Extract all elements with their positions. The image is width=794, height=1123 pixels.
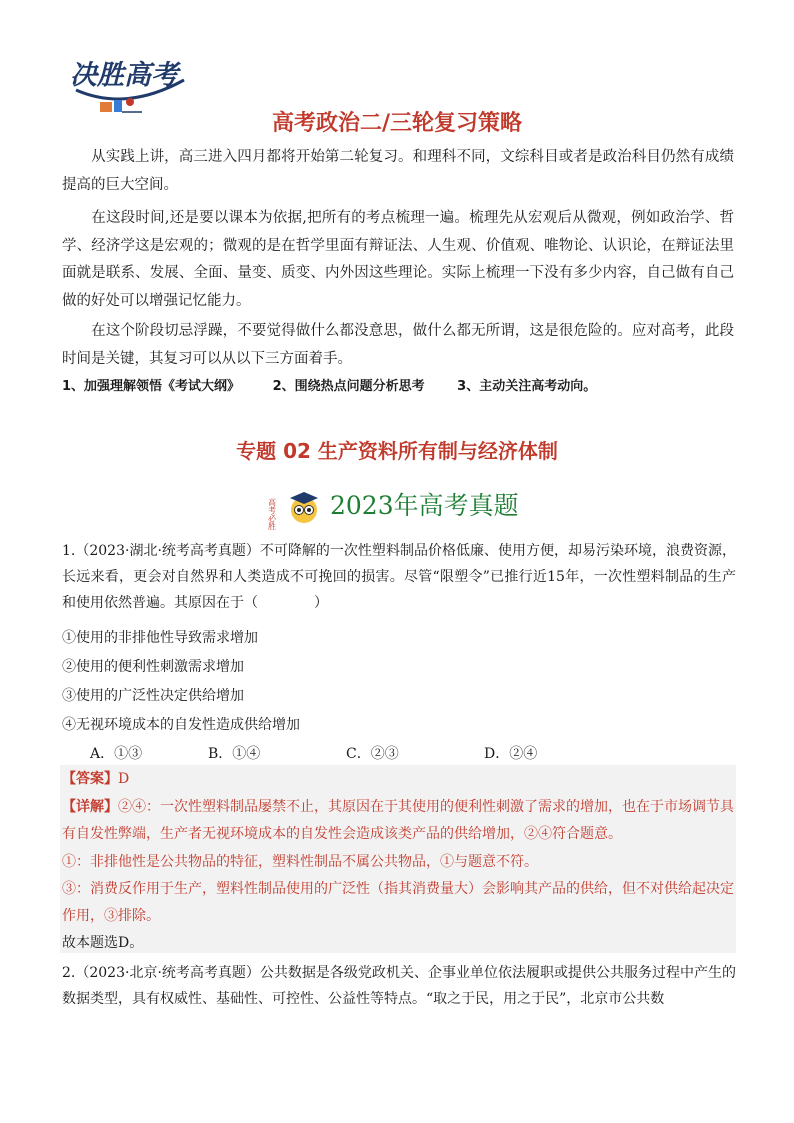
section-header	[267, 482, 530, 530]
detail-text: ②④：一次性塑料制品屡禁不止，其原因在于其使用的便利性刺激了需求的增加，也在于市场调节具有自发性弊端，生产者无视环境成本的自发性会造成该类产品的供给增加，②④符合题意。	[62, 799, 734, 842]
detail-paragraph	[62, 794, 736, 848]
question-1-option-2: ②使用的便利性刺激需求增加	[62, 659, 244, 675]
conclusion: 故本题选D。	[62, 935, 144, 951]
topic-title: 专题 02 生产资料所有制与经济体制	[236, 439, 558, 463]
answer-value: D	[118, 771, 130, 787]
question-1-option-1: ①使用的非排他性导致需求增加	[62, 630, 258, 646]
intro-paragraph-3: 在这个阶段切忌浮躁，不要觉得做什么都没意思，做什么都无所谓，这是很危险的。应对高考，此段时间是关键，其复习可以从以下三方面着手。	[62, 323, 734, 367]
logo-text: 决胜高考	[70, 60, 178, 91]
key-point-2: 2、围绕热点问题分析思考	[272, 379, 425, 394]
question-2-stem: 2.（2023·北京·统考高考真题）公共数据是各级党政机关、企事业单位依法履职或提供公共服务过程中产生的数据类型，具有权威性、基础性、可控性、公益性等特点。“取之于民，用之于民”，北京市公共数	[62, 965, 736, 1007]
choice-c: C．②③	[346, 746, 399, 762]
answer-tag: 【答案】	[62, 771, 118, 787]
section-title: 2023年高考真题	[330, 491, 519, 520]
choice-d: D．②④	[484, 746, 538, 762]
analysis-1: ①：非排他性是公共物品的特征，塑料性制品不属公共物品，①与题意不符。	[62, 854, 538, 870]
question-1-option-4: ④无视环境成本的自发性造成供给增加	[62, 717, 300, 733]
key-point-1: 1、加强理解领悟《考试大纲》	[62, 379, 241, 394]
answer-line	[62, 766, 736, 793]
detail-tag: 【详解】	[62, 799, 118, 815]
key-points	[62, 375, 742, 394]
badge-text: 高考必胜	[267, 498, 277, 530]
question-1-stem: 1.（2023·湖北·统考高考真题）不可降解的一次性塑料制品价格低廉、使用方便，却易污染环境，浪费资源，长远来看，更会对自然界和人类造成不可挽回的损害。尽管“限塑令”已推行近15年，一次性塑料制品的生产和使用依然普遍。其原因在于（ ）	[62, 543, 736, 611]
choice-b: B．①④	[208, 746, 261, 762]
key-point-3: 3、主动关注高考动向。	[457, 379, 597, 394]
question-1-option-3: ③使用的广泛性决定供给增加	[62, 688, 244, 704]
analysis-2: ③：消费反作用于生产，塑料性制品使用的广泛性（指其消费量大）会影响其产品的供给，但不对供给起决定作用，③排除。	[62, 881, 734, 924]
choice-a: A．①③	[90, 746, 143, 762]
intro-paragraph-2: 在这段时间,还是要以课本为依据,把所有的考点梳理一遍。梳理先从宏观后从微观，例如政治学、哲学、经济学这是宏观的；微观的是在哲学里面有辩证法、人生观、价值观、唯物论、认识论，在辩证法里面就是联系、发展、全面、量变、质变、内外因这些理论。实际上梳理一下没有多少内容，自己做有自己做的好处可以增强记忆能力。	[62, 210, 734, 309]
intro-paragraph-1: 从实践上讲，高三进入四月都将开始第二轮复习。和理科不同，文综科目或者是政治科目仍然有成绩提高的巨大空间。	[62, 149, 734, 193]
owl-badge-icon	[267, 482, 328, 530]
main-title: 高考政治二/三轮复习策略	[271, 111, 523, 136]
